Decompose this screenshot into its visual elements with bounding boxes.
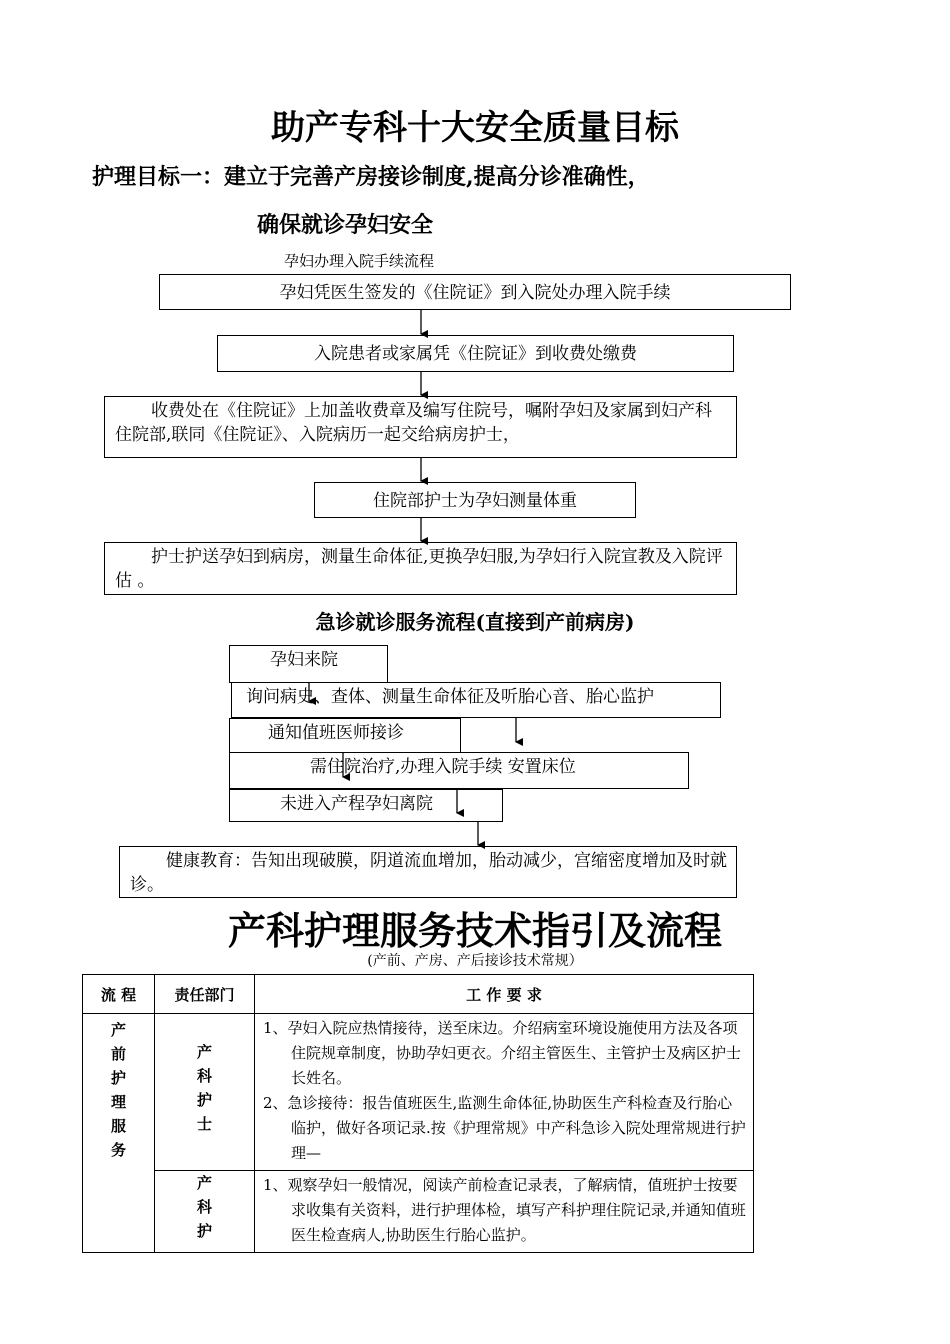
header-dept: 责任部门 [155, 975, 255, 1014]
requirement-item: 1、观察孕妇一般情况，阅读产前检查记录表，了解病情，值班护士按要求收集有关资料，进行护理体检，填写产科护理住院记录,并通知值班医生检查病人,协助医生行胎心监护。 [263, 1176, 746, 1244]
emergency-step-exam: 询问病史、查体、测量生命体征及听胎心音、胎心监护 [231, 682, 721, 718]
guide-subtitle: (产前、产房、产后接诊技术常规） [367, 953, 583, 969]
emergency-step-arrival: 孕妇来院 [229, 645, 388, 683]
admission-step-5: 护士护送孕妇到病房，测量生命体征,更换孕妇服,为孕妇行入院宣教及入院评估 。 [104, 542, 737, 595]
table-row [83, 1171, 754, 1253]
goal1-line1: 护理目标一：建立于完善产房接诊制度,提高分诊准确性， [92, 164, 650, 190]
requirement-item: 1、孕妇入院应热情接待，送至床边。介绍病室环境设施使用方法及各项住院规章制度，协助孕妇更衣。介绍主管医生、主管护士及病区护士长姓名。 [263, 1019, 742, 1087]
health-education-box: 健康教育：告知出现破膜，阴道流血增加，胎动减少，宫缩密度增加及时就诊。 [119, 846, 737, 898]
row-requirements-cell [255, 1171, 754, 1253]
requirement-item: 2、急诊接待：报告值班医生,监测生命体征,协助医生产科检查及行胎心临护，做好各项记录.按《护理常规》中产科急诊入院处理常规进行护理— [263, 1094, 746, 1162]
header-requirements: 工 作 要 求 [255, 975, 754, 1014]
table-header-row [83, 975, 754, 1014]
table-row [83, 1014, 754, 1171]
guide-title: 产科护理服务技术指引及流程 [227, 908, 722, 953]
admission-flow-caption: 孕妇办理入院手续流程 [284, 252, 435, 270]
row-dept-cell: 产科护 [155, 1171, 255, 1253]
admission-step-1: 孕妇凭医生签发的《住院证》到入院处办理入院手续 [159, 274, 791, 310]
admission-step-2: 入院患者或家属凭《住院证》到收费处缴费 [217, 335, 734, 372]
page-title: 助产专科十大安全质量目标 [271, 108, 679, 148]
goal1-line2: 确保就诊孕妇安全 [257, 212, 434, 238]
emergency-flow-title: 急诊就诊服务流程(直接到产前病房) [315, 610, 635, 634]
row-dept-cell: 产科护士 [155, 1014, 255, 1171]
guide-table [82, 974, 754, 1253]
admission-step-3: 收费处在《住院证》上加盖收费章及编写住院号，嘱附孕妇及家属到妇产科住院部,联同《住院证》、入院病历一起交给病房护士， [104, 396, 737, 458]
admission-step-4: 住院部护士为孕妇测量体重 [314, 482, 636, 518]
emergency-step-hospitalize: 需住院治疗,办理入院手续 安置床位 [229, 752, 689, 789]
row-requirements-cell [255, 1014, 754, 1171]
emergency-step-notify-doctor: 通知值班医师接诊 [229, 718, 461, 753]
row-process-cell: 产前护理服务 [83, 1014, 155, 1253]
header-process: 流 程 [83, 975, 155, 1014]
emergency-step-discharge: 未进入产程孕妇离院 [229, 789, 503, 822]
